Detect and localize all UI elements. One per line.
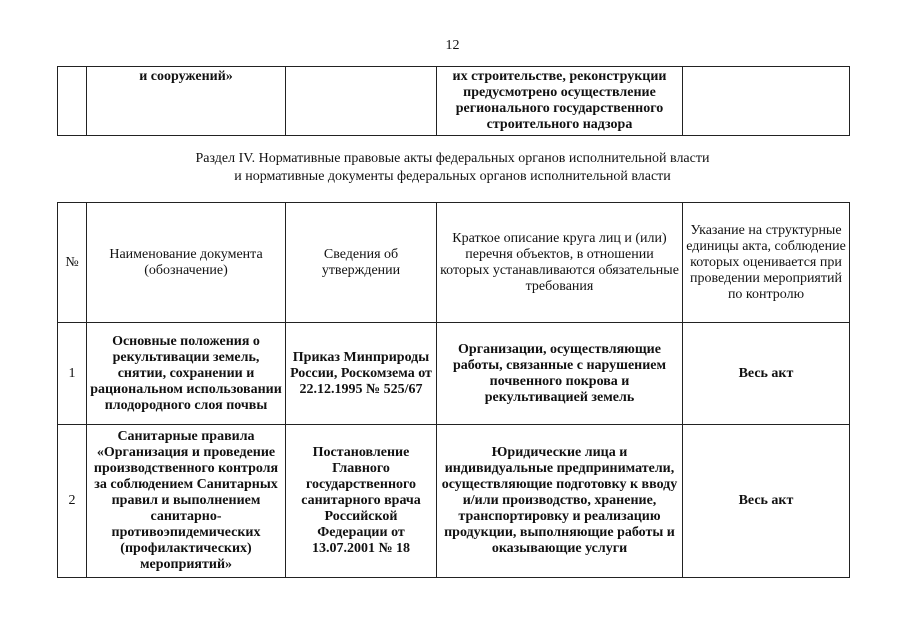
- cell-document-name: Санитарные правила «Организация и проведение производственного контроля за соблюдением Санитарных правил и выполнением санитарно-противоэпидемических (профилактических) мероприятий»: [87, 425, 286, 578]
- cell-number: 1: [58, 323, 87, 425]
- header-approval: Сведения об утверждении: [286, 203, 437, 323]
- cell-description: их строительстве, реконструкции предусмотрено осуществление регионального государственного строительного надзора: [437, 67, 683, 136]
- table-row: [58, 425, 850, 578]
- section-title-line-1: Раздел IV. Нормативные правовые акты федеральных органов исполнительной власти: [195, 151, 710, 166]
- cell-document-name: Основные положения о рекультивации земель, снятии, сохранении и рациональном использовании плодородного слоя почвы: [87, 323, 286, 425]
- section-title: [0, 150, 905, 186]
- cell-scope: Весь акт: [683, 425, 850, 578]
- cell-approval: Приказ Минприроды России, Роскомзема от 22.12.1995 № 525/67: [286, 323, 437, 425]
- regulations-table: [57, 202, 850, 578]
- header-document-name: Наименование документа (обозначение): [87, 203, 286, 323]
- cell-approval: Постановление Главного государственного санитарного врача Российской Федерации от 13.07.2001 № 18: [286, 425, 437, 578]
- page-number: 12: [445, 38, 460, 53]
- table-row: [58, 323, 850, 425]
- cell-number: 2: [58, 425, 87, 578]
- section-title-line-2: и нормативные документы федеральных органов исполнительной власти: [234, 169, 671, 184]
- continuation-table: [57, 66, 850, 136]
- cell-description: Юридические лица и индивидуальные предприниматели, осуществляющие подготовку к вводу и/или производство, хранение, транспортировку и реализацию продукции, выполняющие работы и оказывающие услуги: [437, 425, 683, 578]
- cell-document-name: и сооружений»: [87, 67, 286, 136]
- header-scope: Указание на структурные единицы акта, соблюдение которых оценивается при проведении мероприятий по контролю: [683, 203, 850, 323]
- table-row: [58, 67, 850, 136]
- cell-description: Организации, осуществляющие работы, связанные с нарушением почвенного покрова и рекультивацией земель: [437, 323, 683, 425]
- cell-number: [58, 67, 87, 136]
- cell-approval: [286, 67, 437, 136]
- header-description: Краткое описание круга лиц и (или) перечня объектов, в отношении которых устанавливаются обязательные требования: [437, 203, 683, 323]
- table-header-row: [58, 203, 850, 323]
- cell-scope: [683, 67, 850, 136]
- header-number: №: [58, 203, 87, 323]
- cell-scope: Весь акт: [683, 323, 850, 425]
